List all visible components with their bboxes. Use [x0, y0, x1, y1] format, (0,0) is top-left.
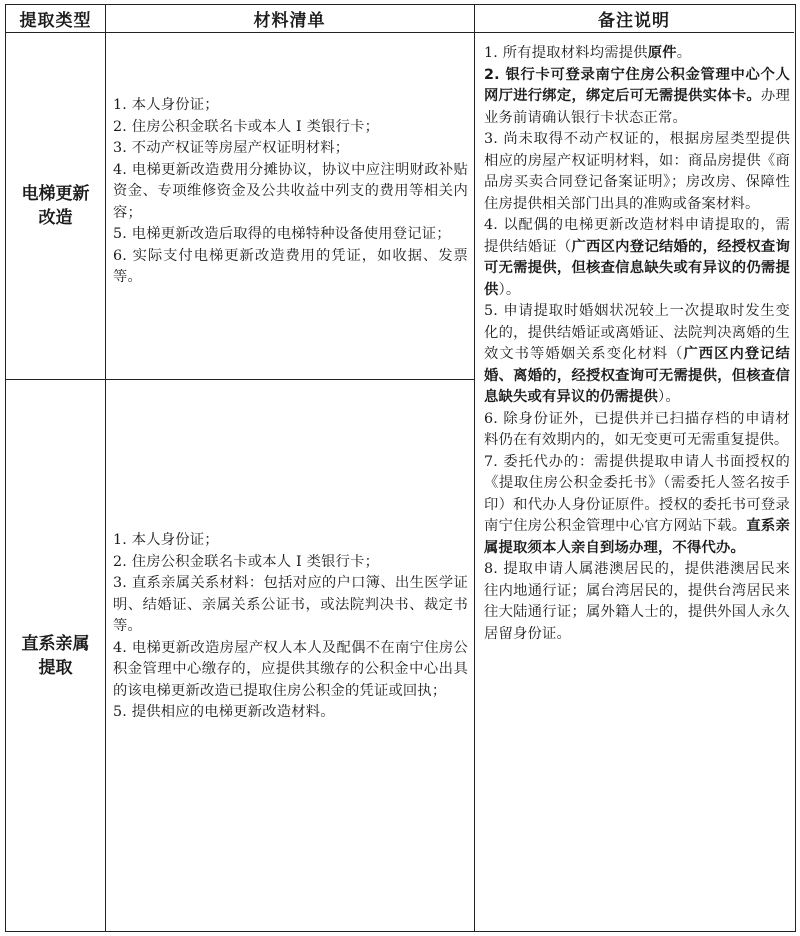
- header-materials: 材料清单: [105, 5, 474, 33]
- note-text: 办理业务前请确认银行卡状态正常。: [484, 88, 790, 126]
- column-divider: [474, 5, 475, 931]
- row-type-line: 电梯更新: [21, 184, 90, 204]
- row-type-line: 直系亲属: [21, 634, 90, 654]
- note-8: 8. 提取申请人属港澳居民的，提供港澳居民来往内地通行证；属台湾居民的，提供台湾居民来往大陆通行证；属外籍人士的，提供外国人永久居留身份证。: [484, 561, 790, 642]
- note-text: 1. 所有提取材料均需提供: [484, 45, 648, 61]
- note-text: 5. 申请提取时婚姻状况较上一次提取时发生变化的，提供结婚证或离婚证、法院判决离婚的生效文书等婚姻关系变化材料（: [484, 303, 790, 362]
- list-item: 4. 电梯更新改造房屋产权人本人及配偶不在南宁住房公积金管理中心缴存的，应提供其缴存的公积金中心出具的该电梯更新改造已提取住房公积金的凭证或回执；: [113, 639, 468, 699]
- row-type-relatives: [6, 381, 105, 931]
- note-4: [484, 215, 790, 301]
- list-item: 1. 本人身份证；: [113, 97, 219, 113]
- row-type-line: 改造: [38, 208, 73, 228]
- list-item: 1. 本人身份证；: [113, 532, 219, 548]
- list-item: 2. 住房公积金联名卡或本人 I 类银行卡；: [113, 553, 380, 570]
- list-item: 3. 直系亲属关系材料：包括对应的户口簿、出生医学证明、结婚证、亲属关系公证书，或法院判决书、裁定书等。: [113, 575, 468, 634]
- note-emphasis: 广西区内登记结婚、离婚的，经授权查询可无需提供，但核查信息缺失或有异议的仍需提供: [484, 346, 790, 405]
- row-type-line: 提取: [38, 658, 73, 678]
- list-item: 3. 不动产权证等房屋产权证明材料；: [113, 140, 350, 156]
- materials-list-elevator: [113, 95, 468, 289]
- note-text: ）。: [657, 389, 680, 405]
- note-text: 4. 以配偶的电梯更新改造材料申请提取的，需提供结婚证（: [484, 217, 790, 255]
- note-emphasis: 广西区内登记结婚的，经授权查询可无需提供，但核查信息缺失或有异议的仍需提供: [484, 238, 790, 298]
- materials-table: [5, 4, 796, 932]
- list-item: 4. 电梯更新改造费用分摊协议，协议中应注明财政补贴资金、专项维修资金及公共收益中列支的费用等相关内容；: [113, 161, 468, 221]
- materials-list-relatives: [113, 530, 468, 724]
- row-type-elevator: [6, 33, 105, 379]
- note-1: [484, 43, 790, 65]
- list-item: 5. 提供相应的电梯更新改造材料。: [113, 704, 335, 720]
- header-type: 提取类型: [6, 5, 105, 33]
- note-3: 3. 尚未取得不动产权证的，根据房屋类型提供相应的房屋产权证明材料，如：商品房提供《商品房买卖合同登记备案证明》；房改房、保障性住房提供相关部门出具的准购或备案材料。: [484, 131, 790, 212]
- header-notes: 备注说明: [474, 5, 794, 33]
- notes-list: [484, 43, 790, 645]
- list-item: 5. 电梯更新改造后取得的电梯特种设备使用登记证；: [113, 226, 451, 242]
- list-item: 6. 实际支付电梯更新改造费用的凭证，如收据、发票等。: [113, 247, 468, 285]
- note-5: [484, 301, 790, 409]
- note-emphasis: 2. 银行卡可登录南宁住房公积金管理中心个人网厅进行绑定，绑定后可无需提供实体卡。: [484, 66, 790, 104]
- note-text: 7. 委托代办的：需提供提取申请人书面授权的《提取住房公积金委托书》（需委托人签名按手印）和代办人身份证原件。授权的委托书可登录南宁住房公积金管理中心官方网站下载。: [484, 453, 790, 534]
- note-7: [484, 452, 790, 560]
- list-item: 2. 住房公积金联名卡或本人 I 类银行卡；: [113, 118, 380, 135]
- note-emphasis: 原件: [647, 45, 677, 61]
- note-6: 6. 除身份证外，已提供并已扫描存档的申请材料仍在有效期内的，如无变更可无需重复提供。: [484, 410, 790, 448]
- note-text: 。: [676, 45, 692, 61]
- note-2: [484, 65, 790, 130]
- note-text: ）。: [498, 281, 521, 298]
- note-emphasis: 直系亲属提取须本人亲自到场办理，不得代办。: [484, 518, 790, 556]
- row-divider: [6, 379, 474, 380]
- column-divider: [105, 5, 106, 931]
